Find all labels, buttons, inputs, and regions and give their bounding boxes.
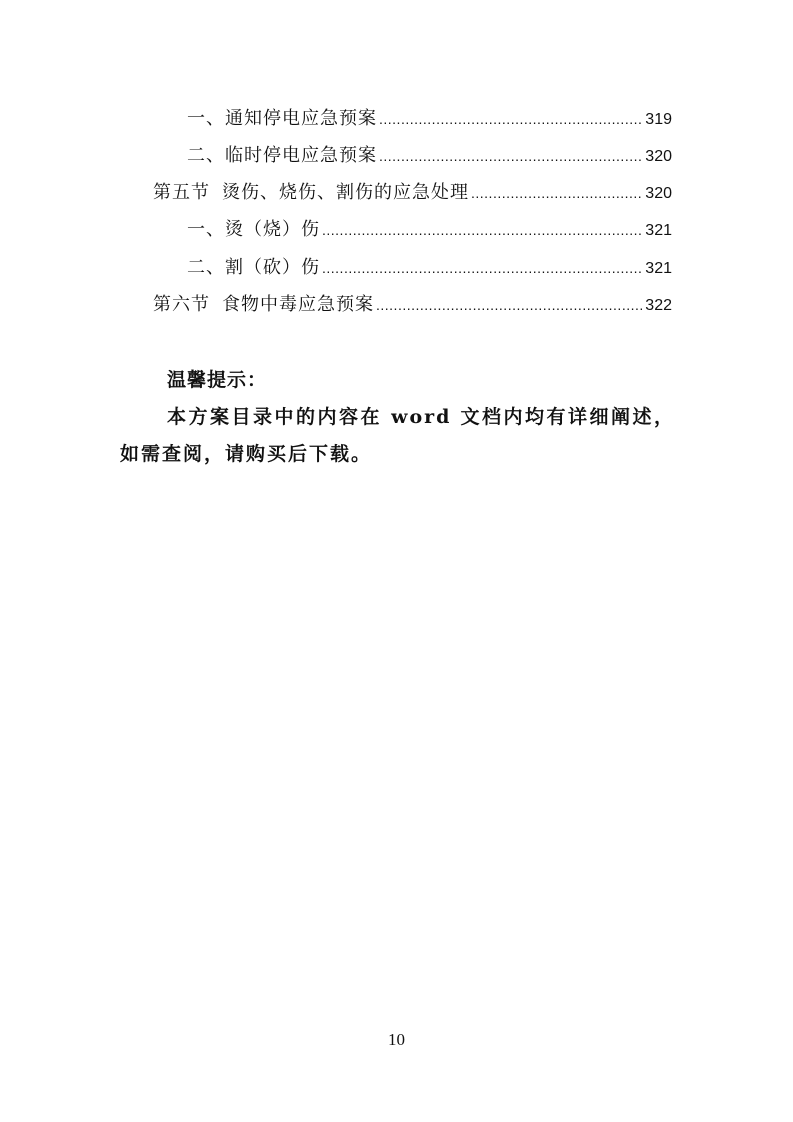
notice-title: 温馨提示： [167,369,268,391]
page-number: 10 [388,1030,405,1049]
toc-leader-dots [322,215,643,245]
toc-leader-dots [379,141,643,171]
toc-entry-number: 二、 [187,145,225,166]
toc-entry-title: 割（砍）伤 [225,257,320,278]
toc-entry-page: 320 [645,148,672,165]
toc-entry-title: 食物中毒应急预案 [222,294,374,315]
toc-entry-title: 临时停电应急预案 [225,145,377,166]
notice-section [120,362,675,473]
toc-entry-page: 320 [645,185,672,202]
toc-entry-number: 第六节 [153,294,210,315]
toc-entry[interactable] [153,178,672,208]
notice-body: 本方案目录中的内容在 word 文档内均有详细阐述，如需查阅，请购买后下载。 [120,406,675,465]
toc-entry-title: 烫（烧）伤 [225,219,320,240]
toc-leader-dots [376,290,643,320]
toc-leader-dots [471,178,643,208]
toc-entry[interactable] [187,215,672,245]
toc-entry-number: 第五节 [153,182,210,203]
toc-entry-number: 一、 [187,219,225,240]
toc-entry-page: 319 [645,111,672,128]
toc-entry-number: 一、 [187,108,225,129]
toc-entry-page: 321 [645,260,672,277]
toc-entry-number: 二、 [187,257,225,278]
toc-entry[interactable] [187,104,672,134]
toc-entry[interactable] [187,141,672,171]
toc-leader-dots [322,253,643,283]
toc-entry-page: 321 [645,222,672,239]
toc-entry[interactable] [153,290,672,320]
toc-entry-title: 烫伤、烧伤、割伤的应急处理 [222,182,469,203]
toc-entry[interactable] [187,253,672,283]
toc-leader-dots [379,104,643,134]
toc-entry-page: 322 [645,297,672,314]
toc-entry-title: 通知停电应急预案 [225,108,377,129]
